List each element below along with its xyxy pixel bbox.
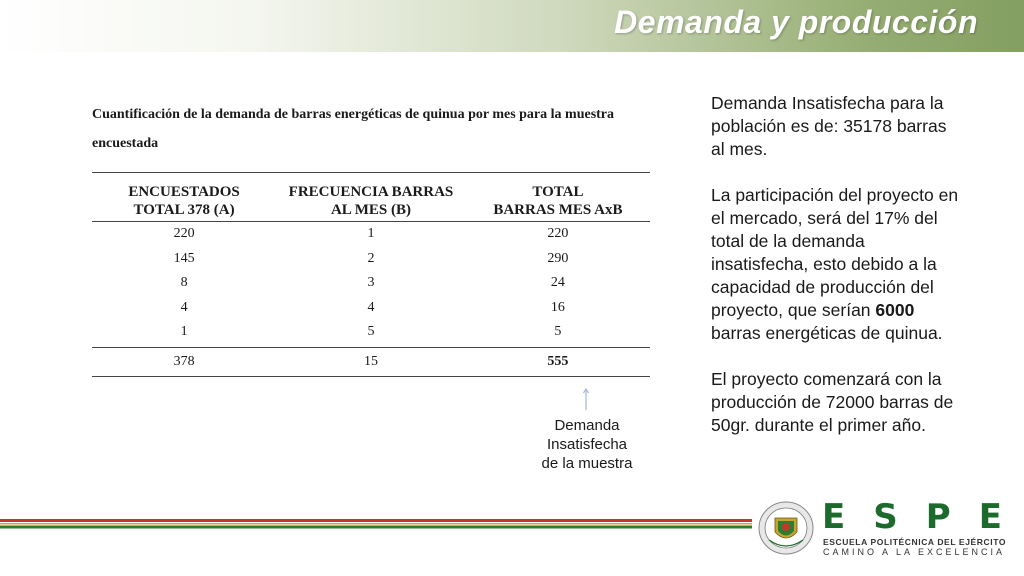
header-line: ENCUESTADOS xyxy=(128,184,240,200)
paragraph-first-year: El proyecto comenzará con la producción de 72000 barras de 50gr. durante el primer año. xyxy=(711,369,954,435)
table-cell: 220 xyxy=(547,226,569,242)
table-cell: 290 xyxy=(547,250,569,266)
table-row xyxy=(92,247,650,272)
note-line: Demanda xyxy=(554,417,620,434)
table-cell: 5 xyxy=(276,320,466,347)
slide-title: Demanda y producción xyxy=(614,4,978,40)
paragraph-market-share xyxy=(711,184,961,345)
espe-seal-logo xyxy=(757,500,815,556)
table-cell: 4 xyxy=(367,299,375,315)
header-encuestados xyxy=(92,173,276,222)
production-quantity: 6000 xyxy=(875,300,915,320)
note-line: Insatisfecha xyxy=(546,436,628,453)
table-header-row xyxy=(92,173,650,222)
header-line: TOTAL xyxy=(532,184,584,200)
table-row xyxy=(92,320,650,347)
paragraph-text: barras energéticas de quinua. xyxy=(711,323,943,343)
note-line: de la muestra xyxy=(541,455,633,472)
paragraph-unmet-demand: Demanda Insatisfecha para la población es de: 35178 barras al mes. xyxy=(711,93,947,159)
table-row xyxy=(92,271,650,296)
logo-letter: E xyxy=(822,497,846,537)
table-row xyxy=(92,296,650,321)
header-total xyxy=(466,173,650,222)
side-panel xyxy=(711,92,961,460)
table-cell: 16 xyxy=(550,299,565,315)
total-encuestados: 378 xyxy=(92,347,276,376)
paragraph-text: La participación del proyecto en el mercado, será del 17% del total de la demanda insatisfecha, esto debido a la capacidad de producción del proyecto, que serían xyxy=(711,185,959,320)
logo-letter: P xyxy=(925,497,951,537)
table-cell: 3 xyxy=(367,275,375,291)
table-row xyxy=(92,222,650,247)
table-cell: 220 xyxy=(173,226,195,242)
header-line: AL MES (B) xyxy=(330,202,411,218)
header-line: TOTAL 378 (A) xyxy=(133,202,235,218)
total-frecuencia: 15 xyxy=(276,347,466,376)
table-cell: 1 xyxy=(367,226,375,242)
arrow-up-icon xyxy=(583,388,589,410)
footer-stripes xyxy=(0,518,752,532)
logo-letter: S xyxy=(873,497,898,537)
table-cell: 2 xyxy=(367,250,375,266)
table-cell: 8 xyxy=(180,275,188,291)
logo-letter: E xyxy=(978,497,1002,537)
unmet-demand-note xyxy=(528,416,646,473)
institution-motto: CAMINO A LA EXCELENCIA xyxy=(823,547,1006,557)
header-frecuencia xyxy=(276,173,466,222)
table-cell: 145 xyxy=(173,250,195,266)
header-line: FRECUENCIA BARRAS xyxy=(288,184,454,200)
espe-logo-letters xyxy=(822,497,1002,537)
table-cell: 1 xyxy=(92,320,276,347)
demand-table xyxy=(92,172,650,377)
header-line: BARRAS MES AxB xyxy=(493,202,623,218)
institution-name: ESCUELA POLITÉCNICA DEL EJÉRCITO xyxy=(823,537,1007,547)
table-cell: 24 xyxy=(550,275,565,291)
table-cell: 5 xyxy=(466,320,650,347)
table-total-row xyxy=(92,347,650,376)
table-cell: 4 xyxy=(180,299,188,315)
table-caption: Cuantificación de la demanda de barras energéticas de quinua por mes para la muestra encuestada xyxy=(92,107,615,151)
total-barras: 555 xyxy=(466,347,650,376)
